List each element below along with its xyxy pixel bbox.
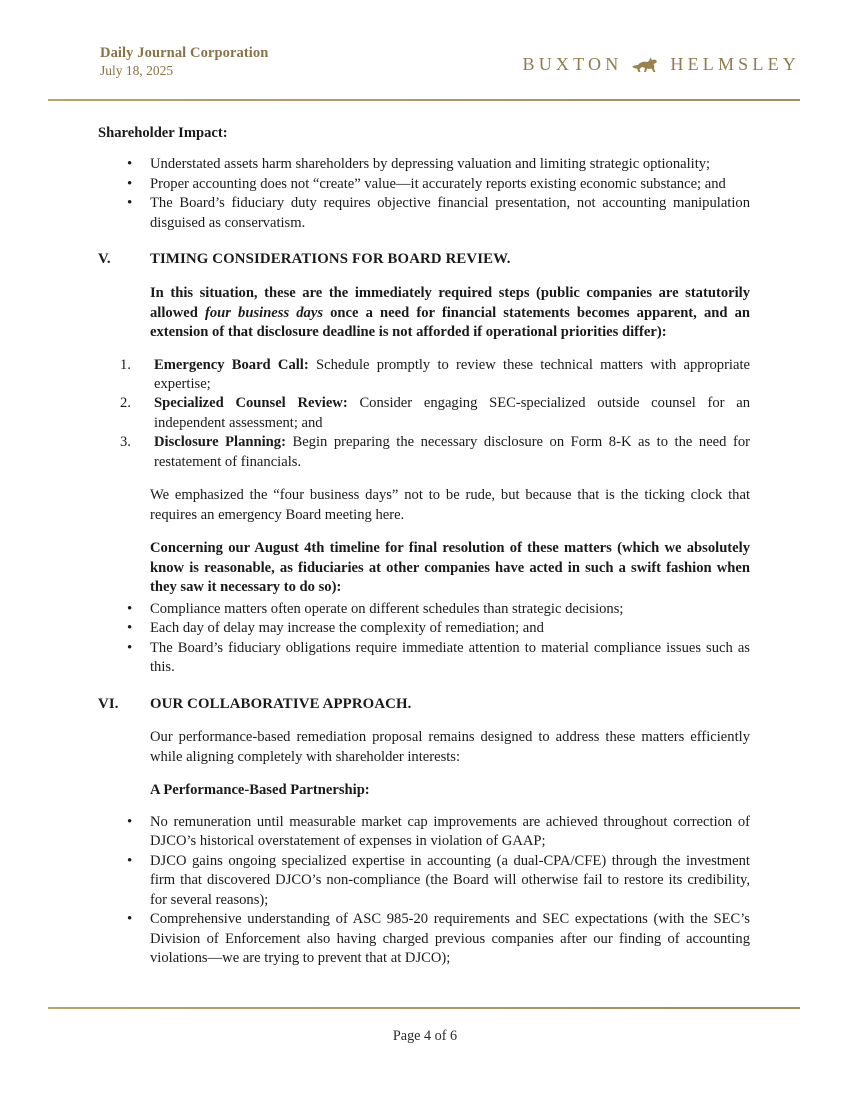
list-item [98,394,750,433]
page-header [48,44,800,96]
step-text: Consider engaging SEC-specialized outside counsel for an independent assessment; and [154,395,750,431]
emphasis-note: We emphasized the “four business days” not to be rude, but because that is the ticking clock that requires an emergency Board meeting here. [150,487,750,523]
list-item: • The Board’s fiduciary obligations require immediate attention to material compliance issues such as this. [98,639,750,678]
partnership-subheading: A Performance-Based Partnership: [150,782,370,799]
step-label: Emergency Board Call: [154,356,309,373]
brand-name-left: BUXTON [522,54,623,74]
section-v-notes [150,486,750,597]
list-item [98,433,750,472]
timeline-statement: Concerning our August 4th timeline for final resolution of these matters (which we absolutely know is reasonable, as fiduciaries at other companies have acted in such a swift fashion when they saw it necessary to do so): [150,540,750,596]
step-label: Specialized Counsel Review: [154,395,348,412]
step-text: Begin preparing the necessary disclosure on Form 8-K as to the need for restatement of financials. [154,434,750,470]
list-item: • Comprehensive understanding of ASC 985-20 requirements and SEC expectations (with the SEC’s Division of Enforcement also having charged previous companies after our finding of accounting violations—we are trying to prevent that at DJCO); [98,910,750,968]
lead-emphasis: four business days [204,304,324,321]
list-item: • DJCO gains ongoing specialized expertise in accounting (a dual-CPA/CFE) through the investment firm that discovered DJCO’s non-compliance (the Board will otherwise fail to restore its credibility, for several reasons); [98,852,750,910]
section-heading-v [98,250,750,270]
list-item: • No remuneration until measurable market cap improvements are achieved throughout correction of DJCO’s historical overstatement of expenses in violation of GAAP; [98,813,750,852]
brand-name-right: HELMSLEY [670,54,800,74]
list-item: • The Board’s fiduciary duty requires objective financial presentation, not accounting manipulation disguised as conservatism. [98,194,750,233]
section-numeral: VI. [98,695,119,712]
section-v-lead [150,284,750,342]
section-heading-vi [98,695,750,715]
header-divider [48,99,800,101]
lead-part-2: once a need for financial statements becomes apparent, and an extension of that disclosure deadline is not afforded if operational priorities differ): [150,304,751,341]
company-name: Daily Journal Corporation [100,45,269,61]
page-footer [0,1028,850,1045]
list-item: • Proper accounting does not “create” value—it accurately reports existing economic substance; and [98,175,750,194]
document-date: July 18, 2025 [100,63,174,79]
step-label: Disclosure Planning: [154,434,286,451]
timeline-list [98,600,750,678]
section-title: OUR COLLABORATIVE APPROACH. [150,695,412,712]
page-number: Page 4 of 6 [392,1028,458,1044]
document-body [98,124,750,968]
step-text: Schedule promptly to review these technical matters with appropriate expertise; [154,356,750,392]
partnership-list [98,813,750,969]
section-title: TIMING CONSIDERATIONS FOR BOARD REVIEW. [150,251,511,268]
list-item: • Understated assets harm shareholders by depressing valuation and limiting strategic optionality; [98,155,750,174]
lead-part-1: In this situation, these are the immediately required steps (public companies are statutorily allowed [150,285,750,321]
section-v-content [150,284,750,342]
list-item: • Compliance matters often operate on different schedules than strategic decisions; [98,600,750,619]
footer-divider [48,1007,800,1009]
section-vi-content [150,728,750,800]
shareholder-impact-list [98,155,750,233]
horse-icon [631,56,661,74]
brand-logo [523,54,800,75]
section-vi-intro: Our performance-based remediation proposal remains designed to address these matters efficiently while aligning completely with shareholder interests: [150,729,750,765]
header-identity [100,44,268,80]
list-item: • Each day of delay may increase the complexity of remediation; and [98,619,750,638]
required-steps-list [98,356,750,473]
list-item [98,356,750,395]
shareholder-impact-heading: Shareholder Impact: [98,125,228,141]
section-numeral: V. [98,251,111,268]
